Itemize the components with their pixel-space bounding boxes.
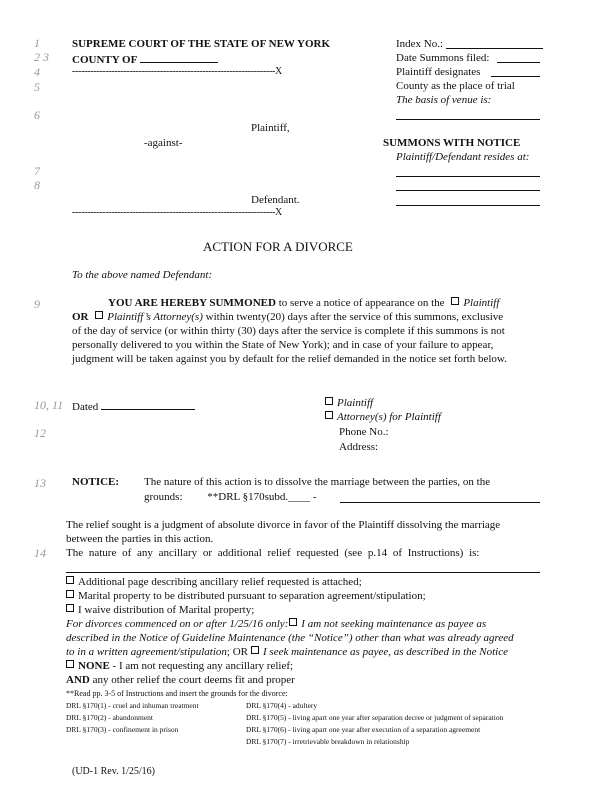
plaintiff-label: Plaintiff,: [251, 122, 290, 134]
line-number: 7: [34, 164, 40, 178]
ground-item-left: DRL §170(2) - abandonment: [66, 713, 153, 722]
venue-basis-field[interactable]: [396, 119, 540, 120]
none-checkbox[interactable]: [66, 660, 74, 668]
option-other-relief: AND any other relief the court deems fit and proper: [66, 674, 295, 686]
summons-line-5: judgment will be taken against you by default for the relief demanded in the notice set forth below.: [72, 353, 507, 365]
against-label: -against-: [144, 137, 183, 149]
dated-label: Dated: [72, 399, 195, 413]
date-filed-field[interactable]: [497, 62, 540, 63]
form-title: ACTION FOR A DIVORCE: [203, 239, 353, 254]
line-number: 9: [34, 297, 40, 311]
line-number: 12: [34, 426, 46, 440]
line-number: 4: [34, 65, 40, 79]
summons-line-4: personally delivered to you within the State of New York); and in case of your failure to appear,: [72, 339, 494, 351]
option-marital-property: Marital property to be distributed pursuant to separation agreement/stipulation;: [66, 590, 426, 602]
option-none: NONE - I am not requesting any ancillary relief;: [66, 660, 293, 672]
phone-label: Phone No.:: [339, 426, 389, 438]
county-trial-label: County as the place of trial: [396, 80, 515, 92]
option-waive-distribution: I waive distribution of Marital property;: [66, 604, 254, 616]
marital-property-checkbox[interactable]: [66, 590, 74, 598]
plaintiff-sign-checkbox[interactable]: [325, 397, 333, 405]
ground-item-left: DRL §170(1) - cruel and inhuman treatment: [66, 701, 199, 710]
plaintiff-checkbox[interactable]: [451, 297, 459, 305]
seek-maintenance-checkbox[interactable]: [251, 646, 259, 654]
index-no-label: Index No.:: [396, 38, 444, 50]
grounds-note: **Read pp. 3-5 of Instructions and insert the grounds for the divorce:: [66, 689, 288, 698]
designates-label: Plaintiff designates: [396, 66, 481, 78]
county-field[interactable]: [140, 52, 218, 63]
caption-divider: -------------------------------------------------------------------X: [72, 207, 282, 218]
venue-basis-label: The basis of venue is:: [396, 94, 492, 106]
line-number: 6: [34, 108, 40, 122]
caption-divider: -------------------------------------------------------------------X: [72, 66, 282, 77]
resides-label: Plaintiff/Defendant resides at:: [396, 151, 530, 163]
waive-distribution-checkbox[interactable]: [66, 604, 74, 612]
relief-line-2: between the parties in this action.: [66, 533, 214, 545]
attorney-checkbox[interactable]: [95, 311, 103, 319]
notice-line-1: The nature of this action is to dissolve the marriage between the parties, on the: [144, 476, 491, 488]
form-revision-footer: (UD-1 Rev. 1/25/16): [72, 766, 155, 777]
notice-line-2: grounds: **DRL §170subd.____ -: [144, 491, 317, 503]
ground-item-right: DRL §170(6) - living apart one year after execution of a separation agreement: [246, 725, 481, 734]
ground-item-right: DRL §170(4) - adultery: [246, 701, 318, 710]
summons-line-2: OR Plaintiff’s Attorney(s) within twenty(20) days after the service of this summons, exclusive: [72, 311, 504, 323]
county-label: COUNTY OF: [72, 52, 218, 66]
relief-field[interactable]: [66, 572, 540, 573]
line-number: 10, 11: [34, 398, 64, 412]
signature-option-attorney: Attorney(s) for Plaintiff: [325, 411, 441, 423]
line-number: 2 3: [34, 50, 49, 64]
dated-field[interactable]: [101, 399, 195, 410]
resides-field[interactable]: [396, 205, 540, 206]
defendant-label: Defendant.: [251, 194, 300, 206]
court-name: SUPREME COURT OF THE STATE OF NEW YORK: [72, 38, 331, 50]
ancillary-page-checkbox[interactable]: [66, 576, 74, 584]
relief-line-1: The relief sought is a judgment of absolute divorce in favor of the Plaintiff dissolving the marriage: [66, 519, 501, 531]
not-seeking-maintenance-checkbox[interactable]: [289, 618, 297, 626]
ground-item-left: DRL §170(3) - confinement in prison: [66, 725, 179, 734]
relief-line-3: The nature of any ancillary or additional relief requested (see p.14 of Instructions) is:: [66, 547, 480, 559]
option-maintenance-line-1: For divorces commenced on or after 1/25/16 only: I am not seeking maintenance as payee as: [66, 618, 487, 630]
resides-field[interactable]: [396, 190, 540, 191]
line-number: 8: [34, 178, 40, 192]
ground-item-right: DRL §170(5) - living apart one year after separation decree or judgment of separation: [246, 713, 504, 722]
attorney-sign-checkbox[interactable]: [325, 411, 333, 419]
line-number: 1: [34, 36, 40, 50]
to-defendant: To the above named Defendant:: [72, 269, 213, 281]
summons-notice-heading: SUMMONS WITH NOTICE: [383, 137, 521, 149]
date-filed-label: Date Summons filed:: [396, 52, 490, 64]
notice-label: NOTICE:: [72, 476, 120, 488]
option-ancillary-page: Additional page describing ancillary relief requested is attached;: [66, 576, 362, 588]
line-number: 13: [34, 476, 46, 490]
ground-item-right: DRL §170(7) - irretrievable breakdown in relationship: [246, 737, 410, 746]
option-maintenance-line-3: to in a written agreement/stipulation; OR I seek maintenance as payee, as described in the Notice: [66, 646, 508, 658]
address-label: Address:: [339, 441, 379, 453]
summons-line-3: of the day of service (or within thirty (30) days after the service is complete if this summons is not: [72, 325, 505, 337]
index-no-field[interactable]: [446, 48, 543, 49]
line-number: 14: [34, 546, 46, 560]
signature-option-plaintiff: Plaintiff: [325, 397, 373, 409]
line-number: 5: [34, 80, 40, 94]
grounds-field[interactable]: [340, 502, 540, 503]
option-maintenance-line-2: described in the Notice of Guideline Maintenance (the “Notice”) other than what was already agreed: [66, 632, 514, 644]
designates-field[interactable]: [491, 76, 540, 77]
resides-field[interactable]: [396, 176, 540, 177]
summons-line-1: YOU ARE HEREBY SUMMONED to serve a notice of appearance on the Plaintiff: [108, 297, 500, 309]
